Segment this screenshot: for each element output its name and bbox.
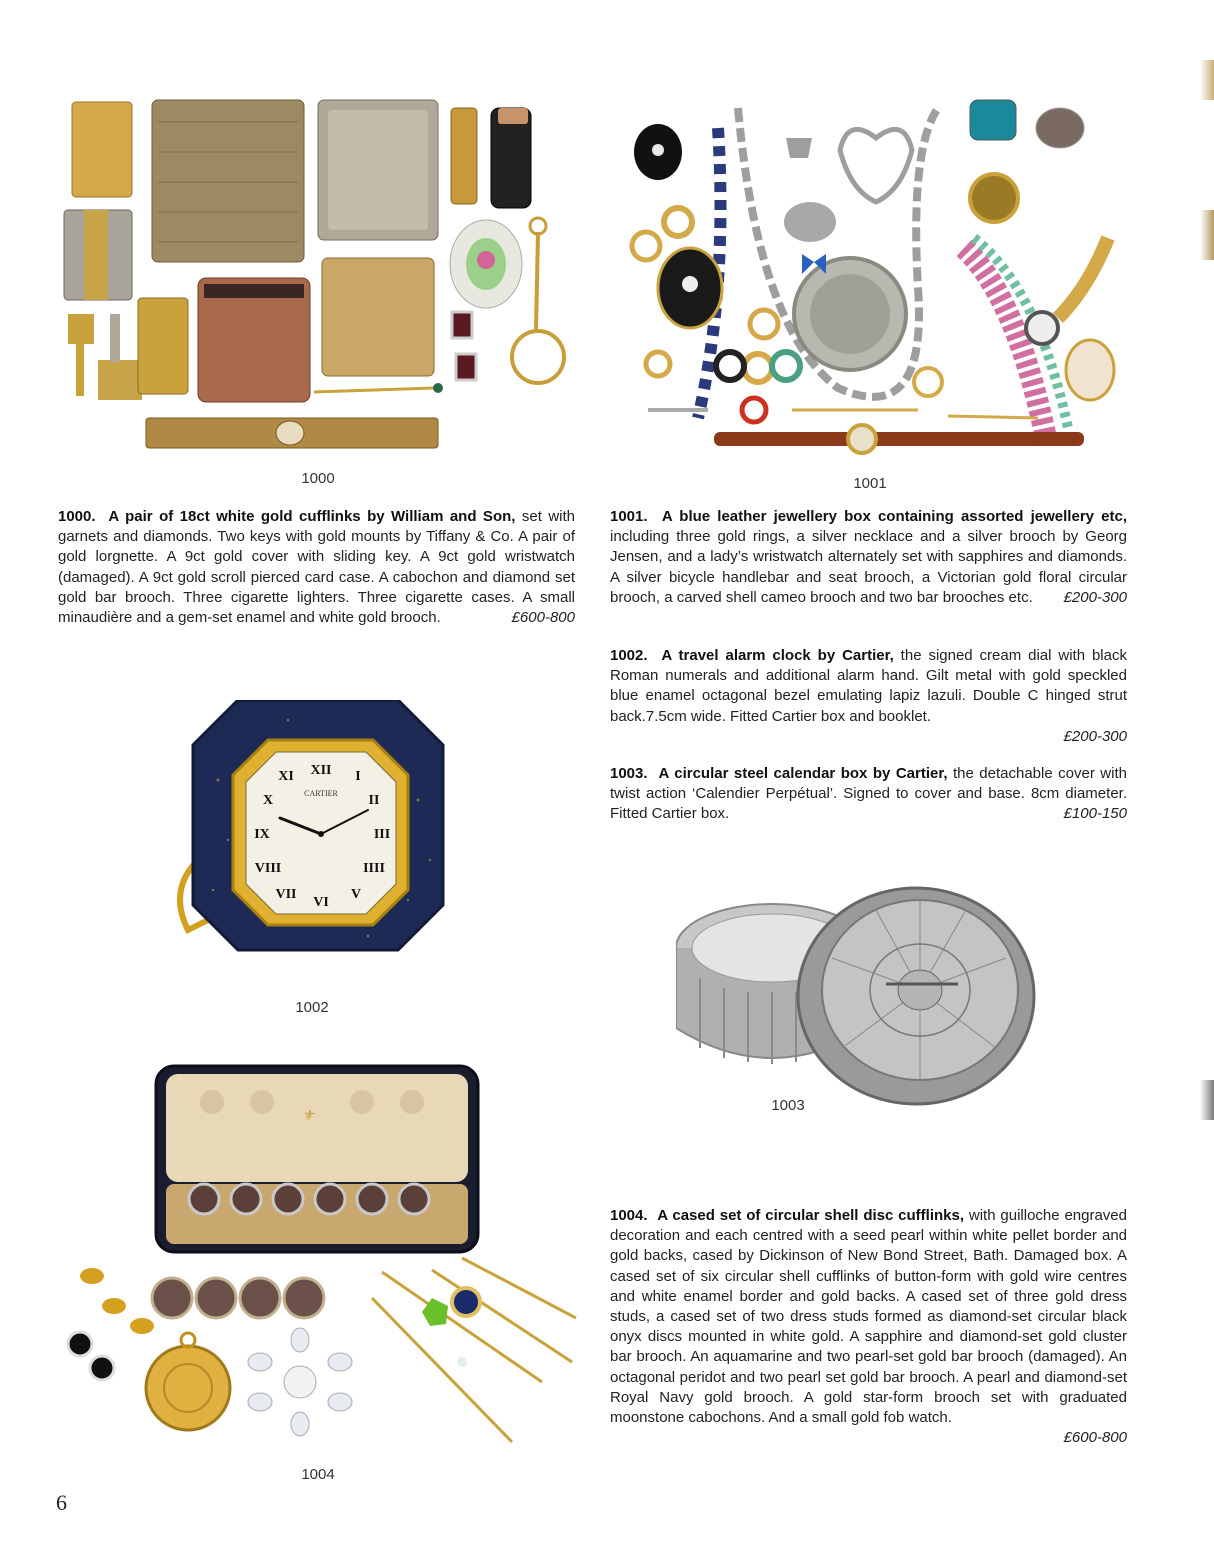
svg-text:VI: VI	[313, 895, 329, 910]
svg-text:XII: XII	[310, 763, 332, 778]
facing-page-sliver-low	[1200, 1080, 1214, 1120]
lot-1000-description	[58, 507, 575, 628]
lot-1001-text: including three gold rings, a silver necklace and a silver brooch by Georg Jensen, and a lady’s wristwatch alternately set with sapphires and diamonds. A silver bicycle handlebar and seat brooch, a Victorian gold floral circular brooch, a carved shell cameo brooch and two bar brooches etc.	[610, 528, 1127, 606]
lot-1004-description	[610, 1206, 1127, 1448]
lot-1004-illustration	[62, 1062, 582, 1462]
facing-page-sliver-top	[1200, 60, 1214, 100]
lot-1000-illustration	[58, 92, 578, 458]
svg-text:⚜: ⚜	[301, 1109, 315, 1124]
lot-1000-text: set with garnets and diamonds. Two keys with gold mounts by Tiffany & Co. A pair of gold lorgnette. A 9ct gold cover with sliding key. A 9ct gold wristwatch (damaged). A 9ct gold scroll pierced card case. A cabochon and diamond set gold bar brooch. Three cigarette lighters. Three cigarette cases. A small minaudière and a gem-set enamel and white gold brooch.	[58, 508, 575, 627]
svg-text:I: I	[355, 769, 361, 784]
lot-1004-estimate: £600-800	[1063, 1429, 1127, 1447]
lot-1000-title: A pair of 18ct white gold cufflinks by William and Son,	[108, 508, 516, 525]
lot-1003-photo	[676, 878, 1036, 1134]
lot-1002-text: the signed cream dial with black Roman numerals and additional alarm hand. Gilt metal with gold speckled blue enamel octagonal bezel emulating lapiz lazuli. Double C hinged strut back.7.5cm wide. Fitted Cartier box and booklet.	[610, 647, 1127, 725]
svg-text:VII: VII	[275, 887, 297, 902]
lot-1004-text: with guilloche engraved decoration and each centred with a seed pearl within white pellet border and gold backs, cased by Dickinson of New Bond Street, Bath. Damaged box. A cased set of six circular shell cufflinks of button-form with gold wire centres and white enamel border and gold backs. A cased set of three gold dress studs, a cased set of two dress studs formed as diamond-set circular black onyx discs mounted in white gold. A sapphire and diamond-set gold cluster bar brooch. An aquamarine and two pearl-set gold bar brooch (damaged). An octagonal peridot and two pearl set gold bar brooch. A pearl and diamond-set Royal Navy gold brooch. A gold star-form brooch set with graduated moonstone cabochons. And a small gold fob watch.	[610, 1207, 1127, 1427]
lot-1000-lot-number: 1000.	[58, 508, 96, 525]
svg-text:VIII: VIII	[254, 861, 282, 876]
lot-1004-title: A cased set of circular shell disc cufflinks,	[657, 1207, 965, 1224]
lot-1002-illustration	[168, 700, 458, 955]
lot-1001-lot-number: 1001.	[610, 508, 648, 525]
lot-1002-photo-label: 1002	[295, 999, 329, 1016]
lot-1003-lot-number: 1003.	[610, 765, 648, 782]
lot-1002-lot-number: 1002.	[610, 647, 648, 664]
clock-brand-text: CARTIER	[304, 789, 338, 798]
lot-1002-photo	[168, 700, 458, 955]
lot-1003-title: A circular steel calendar box by Cartier,	[658, 765, 948, 782]
page-number: 6	[56, 1490, 67, 1515]
lot-1000-photo-label: 1000	[301, 470, 335, 487]
svg-text:X: X	[262, 793, 274, 808]
lot-1003-estimate: £100-150	[1063, 805, 1127, 823]
lot-1000-photo	[58, 92, 578, 458]
lot-1004-photo-label: 1004	[301, 1466, 335, 1483]
lot-1000-estimate: £600-800	[511, 609, 575, 627]
lot-1002-description	[610, 646, 1127, 747]
lot-1003-text: the detachable cover with twist action ‘Calendier Perpétual’. Signed to cover and base. 8cm diameter. Fitted Cartier box.	[610, 765, 1127, 823]
lot-1001-photo	[618, 88, 1132, 463]
svg-text:XI: XI	[278, 769, 294, 784]
svg-text:III: III	[373, 827, 391, 842]
lot-1002-estimate: £200-300	[1063, 727, 1127, 745]
lot-1003-description	[610, 764, 1127, 825]
lot-1001-title: A blue leather jewellery box containing assorted jewellery etc,	[661, 508, 1127, 525]
lot-1004-photo	[62, 1062, 582, 1462]
lot-1002-title: A travel alarm clock by Cartier,	[661, 647, 894, 664]
lot-1001-description	[610, 507, 1127, 608]
lot-1003-illustration	[676, 878, 1036, 1134]
facing-page-sliver-mid	[1200, 210, 1214, 260]
lot-1001-photo-label: 1001	[853, 475, 887, 492]
lot-1001-illustration	[618, 88, 1132, 463]
svg-text:IX: IX	[254, 827, 270, 842]
svg-text:IIII: IIII	[363, 861, 385, 876]
svg-text:V: V	[350, 887, 362, 902]
lot-1003-photo-label: 1003	[771, 1097, 805, 1114]
lot-1001-estimate: £200-300	[1063, 588, 1127, 606]
svg-text:II: II	[368, 793, 380, 808]
lot-1004-lot-number: 1004.	[610, 1207, 648, 1224]
